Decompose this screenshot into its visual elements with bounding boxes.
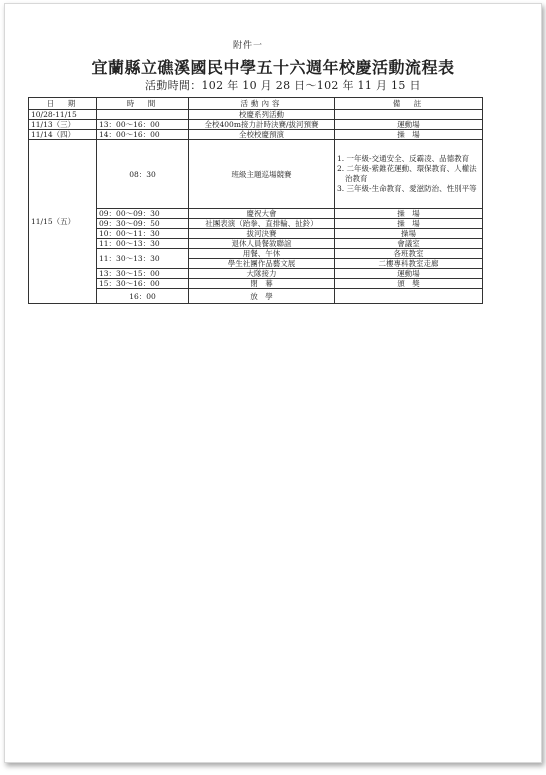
- table-header-row: [29, 98, 483, 110]
- activity-cell: 學生社團作品藝文展: [189, 259, 335, 269]
- note-cell: [335, 140, 483, 209]
- time-cell: 09：30～09：50: [97, 219, 189, 229]
- note-cell: 操 場: [335, 130, 483, 140]
- note-cell: 會議室: [335, 239, 483, 249]
- activity-cell: 大隊接力: [189, 269, 335, 279]
- activity-cell: 社團表演（跆拳、直排輪、扯鈴）: [189, 219, 335, 229]
- note-cell: [335, 110, 483, 120]
- time-cell: 11：30～13：30: [97, 249, 189, 269]
- time-cell: 08：30: [97, 140, 189, 209]
- time-cell: 15：30～16：00: [97, 279, 189, 289]
- table-row: [29, 249, 483, 259]
- schedule-table: [28, 97, 483, 304]
- page-title: 宜蘭縣立礁溪國民中學五十六週年校慶活動流程表: [91, 58, 455, 77]
- note-cell: 各班教室: [335, 249, 483, 259]
- note-cell: 二樓專科教室走廊: [335, 259, 483, 269]
- note-item: 1. 一年級-交通安全、反霸凌、品德教育: [337, 154, 470, 163]
- table-row: [29, 110, 483, 120]
- table-row: [29, 140, 483, 209]
- activity-cell: 放 學: [189, 289, 335, 304]
- header-note: 備 註: [335, 98, 483, 110]
- activity-cell: 班級主題巡場競賽: [189, 140, 335, 209]
- table-row: [29, 269, 483, 279]
- activity-cell: 全校400m接力計時決賽/拔河預賽: [189, 120, 335, 130]
- activity-cell: 慶祝大會: [189, 209, 335, 219]
- activity-cell: 校慶系列活動: [189, 110, 335, 120]
- time-cell: 14：00～16：00: [97, 130, 189, 140]
- table-row: [29, 219, 483, 229]
- header-time: 時 間: [97, 98, 189, 110]
- activity-cell: 全校校慶預演: [189, 130, 335, 140]
- time-cell: 11：00～13：30: [97, 239, 189, 249]
- time-cell: 09：00～09：30: [97, 209, 189, 219]
- table-row: [29, 289, 483, 304]
- activity-cell: 閉 幕: [189, 279, 335, 289]
- note-cell: 操 場: [335, 209, 483, 219]
- table-row: [29, 130, 483, 140]
- note-cell: [335, 289, 483, 304]
- note-cell: 頒 獎: [335, 279, 483, 289]
- header-date: 日 期: [29, 98, 97, 110]
- table-row: [29, 229, 483, 239]
- time-cell: 16：00: [97, 289, 189, 304]
- note-cell: 運動場: [335, 269, 483, 279]
- table-row: [29, 279, 483, 289]
- activity-cell: 退休人員餐敘聯誼: [189, 239, 335, 249]
- attachment-label: 附件一: [233, 41, 264, 51]
- activity-period: 活動時間：102 年 10 月 28 日～102 年 11 月 15 日: [145, 79, 421, 92]
- time-cell: 13：30～15：00: [97, 269, 189, 279]
- time-cell: 13：00～16：00: [97, 120, 189, 130]
- activity-cell: 拔河決賽: [189, 229, 335, 239]
- note-list: [337, 154, 480, 194]
- document-page: [4, 3, 542, 763]
- date-cell: 11/15（五）: [29, 140, 97, 304]
- note-cell: 操 場: [335, 219, 483, 229]
- date-cell: 11/14（四）: [29, 130, 97, 140]
- note-cell: 操場: [335, 229, 483, 239]
- time-cell: [97, 110, 189, 120]
- activity-cell: 用餐、午休: [189, 249, 335, 259]
- header-activity: 活動內容: [189, 98, 335, 110]
- time-cell: 10：00～11：30: [97, 229, 189, 239]
- table-row: [29, 120, 483, 130]
- date-cell: 10/28-11/15: [29, 110, 97, 120]
- date-cell: 11/13（三）: [29, 120, 97, 130]
- note-item: 3. 三年級-生命教育、愛滋防治、性別平等: [337, 184, 477, 193]
- note-cell: 運動場: [335, 120, 483, 130]
- note-item: 2. 二年級-紫錐花運動、環保教育、人權法治教育: [337, 164, 477, 183]
- table-row: [29, 209, 483, 219]
- table-row: [29, 239, 483, 249]
